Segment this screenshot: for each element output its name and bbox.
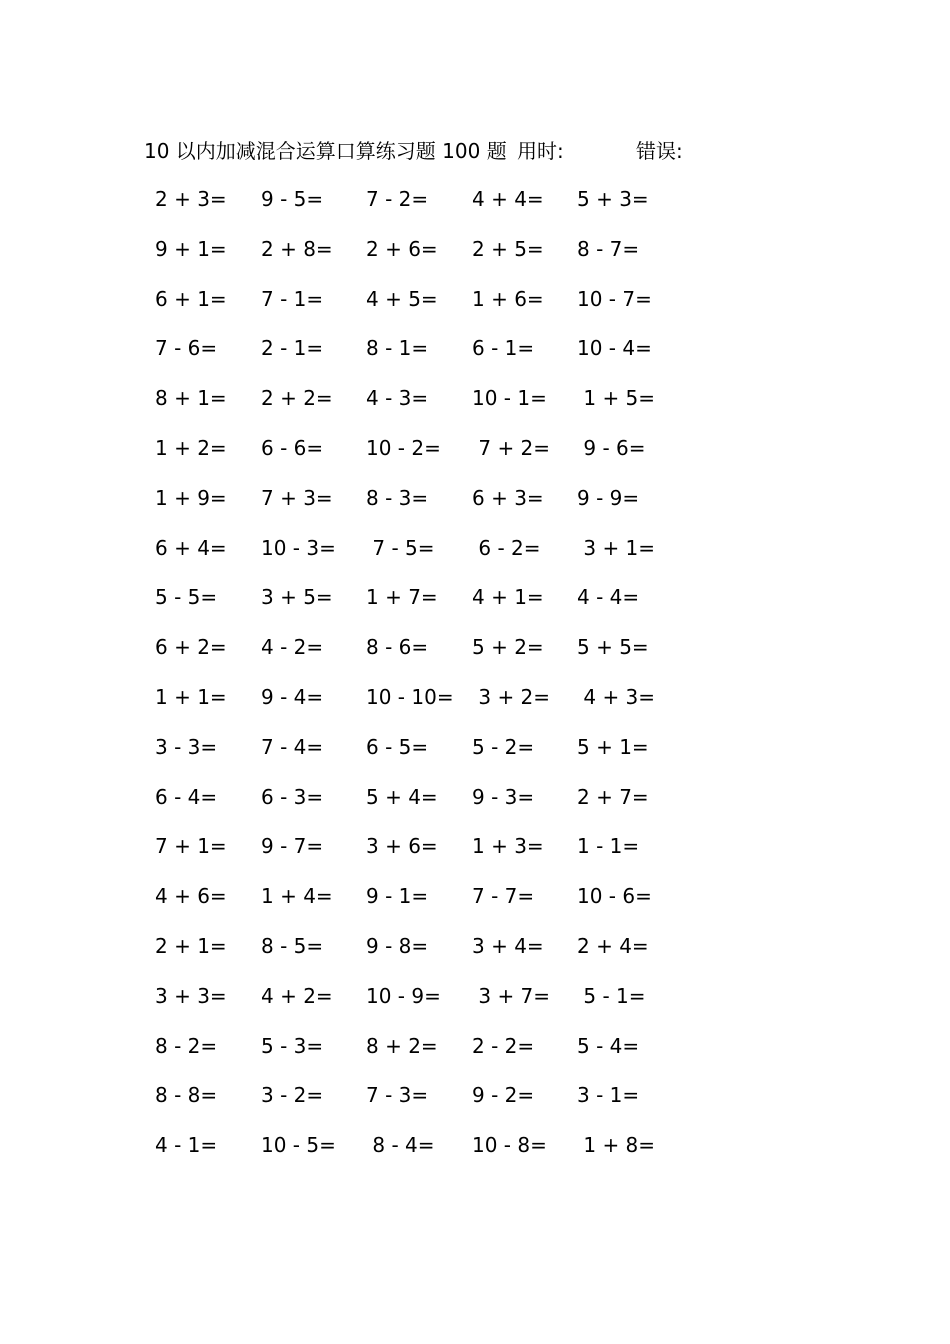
arithmetic-problem: 6 + 2= [155, 635, 227, 660]
arithmetic-problem: 9 - 2= [472, 1083, 535, 1108]
problem-row [0, 483, 950, 533]
worksheet-title: 10 以内加减混合运算口算练习题 100 题 [144, 139, 507, 163]
arithmetic-problem: 4 - 4= [577, 585, 640, 610]
arithmetic-problem: 5 + 5= [577, 635, 649, 660]
arithmetic-problem: 7 - 4= [261, 734, 324, 759]
arithmetic-problem: 3 + 6= [366, 834, 438, 859]
arithmetic-problem: 3 - 2= [261, 1083, 324, 1108]
arithmetic-problem: 6 - 5= [366, 734, 429, 759]
arithmetic-problem: 5 + 3= [577, 187, 649, 211]
problem-row [0, 881, 950, 931]
arithmetic-problem: 9 - 6= [577, 435, 646, 460]
arithmetic-problem: 3 + 5= [261, 585, 333, 610]
arithmetic-problem: 1 + 4= [261, 884, 333, 909]
arithmetic-problem: 4 + 5= [366, 286, 438, 311]
arithmetic-problem: 8 + 1= [155, 386, 227, 411]
arithmetic-problem: 1 + 8= [577, 1133, 656, 1158]
arithmetic-problem: 4 + 4= [472, 187, 544, 211]
arithmetic-problem: 10 - 4= [577, 336, 652, 361]
problem-row [0, 333, 950, 383]
arithmetic-problem: 2 + 7= [577, 784, 649, 809]
arithmetic-problem: 9 - 5= [261, 187, 324, 211]
arithmetic-problem: 10 - 6= [577, 884, 652, 909]
arithmetic-problem: 4 - 2= [261, 635, 324, 660]
arithmetic-problem: 5 + 4= [366, 784, 438, 809]
arithmetic-problem: 4 + 6= [155, 884, 227, 909]
arithmetic-problem: 8 - 1= [366, 336, 429, 361]
arithmetic-problem: 9 - 9= [577, 485, 640, 510]
arithmetic-problem: 6 + 4= [155, 535, 227, 560]
arithmetic-problem: 8 - 5= [261, 933, 324, 958]
arithmetic-problem: 9 - 3= [472, 784, 535, 809]
arithmetic-problem: 4 + 1= [472, 585, 544, 610]
arithmetic-problem: 10 - 2= [366, 435, 441, 460]
arithmetic-problem: 6 + 1= [155, 286, 227, 311]
arithmetic-problem: 5 + 2= [472, 635, 544, 660]
arithmetic-problem: 8 - 4= [366, 1133, 435, 1158]
arithmetic-problem: 1 + 1= [155, 684, 227, 709]
problem-row [0, 284, 950, 334]
arithmetic-problem: 8 - 6= [366, 635, 429, 660]
problem-row [0, 582, 950, 632]
problem-row [0, 732, 950, 782]
arithmetic-problem: 3 - 3= [155, 734, 218, 759]
worksheet-header [144, 136, 764, 166]
errors-label: 错误: [636, 139, 683, 163]
arithmetic-problem: 3 + 7= [472, 983, 551, 1008]
arithmetic-problem: 2 + 1= [155, 933, 227, 958]
arithmetic-problem: 7 - 3= [366, 1083, 429, 1108]
arithmetic-problem: 3 + 3= [155, 983, 227, 1008]
problem-row [0, 1080, 950, 1130]
arithmetic-problem: 10 - 8= [472, 1133, 547, 1158]
arithmetic-problem: 2 - 2= [472, 1033, 535, 1058]
problem-row [0, 1031, 950, 1081]
arithmetic-problem: 3 + 1= [577, 535, 656, 560]
arithmetic-problem: 7 + 3= [261, 485, 333, 510]
arithmetic-problem: 8 - 8= [155, 1083, 218, 1108]
arithmetic-problem: 7 - 7= [472, 884, 535, 909]
problem-row [0, 632, 950, 682]
arithmetic-problem: 7 - 1= [261, 286, 324, 311]
problem-row [0, 682, 950, 732]
arithmetic-problem: 1 - 1= [577, 834, 640, 859]
arithmetic-problem: 6 - 4= [155, 784, 218, 809]
problem-row [0, 782, 950, 832]
arithmetic-problem: 5 - 1= [577, 983, 646, 1008]
arithmetic-problem: 1 + 3= [472, 834, 544, 859]
arithmetic-problem: 1 + 6= [472, 286, 544, 311]
arithmetic-problem: 8 - 3= [366, 485, 429, 510]
time-used-label: 用时: [517, 139, 564, 163]
arithmetic-problem: 4 - 3= [366, 386, 429, 411]
arithmetic-problem: 7 + 1= [155, 834, 227, 859]
arithmetic-problem: 9 - 1= [366, 884, 429, 909]
arithmetic-problem: 9 + 1= [155, 236, 227, 261]
arithmetic-problem: 3 + 4= [472, 933, 544, 958]
arithmetic-problem: 9 - 4= [261, 684, 324, 709]
arithmetic-problem: 7 - 2= [366, 187, 429, 211]
problem-row [0, 831, 950, 881]
arithmetic-problem: 1 + 5= [577, 386, 656, 411]
arithmetic-problem: 7 - 6= [155, 336, 218, 361]
arithmetic-problem: 7 - 5= [366, 535, 435, 560]
arithmetic-problem: 10 - 5= [261, 1133, 336, 1158]
arithmetic-problem: 5 - 5= [155, 585, 218, 610]
arithmetic-problem: 2 - 1= [261, 336, 324, 361]
arithmetic-problem: 2 + 4= [577, 933, 649, 958]
arithmetic-problem: 4 + 2= [261, 983, 333, 1008]
problem-row [0, 433, 950, 483]
arithmetic-problem: 2 + 5= [472, 236, 544, 261]
problem-row [0, 1130, 950, 1180]
problem-row [0, 533, 950, 583]
problem-grid [0, 184, 950, 1180]
arithmetic-problem: 5 + 1= [577, 734, 649, 759]
arithmetic-problem: 6 - 6= [261, 435, 324, 460]
arithmetic-problem: 6 - 3= [261, 784, 324, 809]
arithmetic-problem: 6 - 1= [472, 336, 535, 361]
arithmetic-problem: 8 - 2= [155, 1033, 218, 1058]
arithmetic-problem: 4 + 3= [577, 684, 656, 709]
problem-row [0, 981, 950, 1031]
arithmetic-problem: 3 - 1= [577, 1083, 640, 1108]
arithmetic-problem: 10 - 10= [366, 684, 454, 709]
problem-row [0, 931, 950, 981]
arithmetic-problem: 10 - 7= [577, 286, 652, 311]
arithmetic-problem: 2 + 2= [261, 386, 333, 411]
arithmetic-problem: 1 + 9= [155, 485, 227, 510]
arithmetic-problem: 9 - 8= [366, 933, 429, 958]
arithmetic-problem: 3 + 2= [472, 684, 551, 709]
arithmetic-problem: 8 - 7= [577, 236, 640, 261]
arithmetic-problem: 5 - 2= [472, 734, 535, 759]
arithmetic-problem: 7 + 2= [472, 435, 551, 460]
arithmetic-problem: 10 - 1= [472, 386, 547, 411]
arithmetic-problem: 1 + 7= [366, 585, 438, 610]
arithmetic-problem: 1 + 2= [155, 435, 227, 460]
arithmetic-problem: 5 - 4= [577, 1033, 640, 1058]
arithmetic-problem: 10 - 9= [366, 983, 441, 1008]
problem-row [0, 184, 950, 234]
arithmetic-problem: 2 + 6= [366, 236, 438, 261]
arithmetic-problem: 10 - 3= [261, 535, 336, 560]
arithmetic-problem: 9 - 7= [261, 834, 324, 859]
problem-row [0, 383, 950, 433]
arithmetic-problem: 6 - 2= [472, 535, 541, 560]
arithmetic-problem: 2 + 3= [155, 187, 227, 211]
arithmetic-problem: 4 - 1= [155, 1133, 218, 1158]
arithmetic-problem: 2 + 8= [261, 236, 333, 261]
arithmetic-problem: 5 - 3= [261, 1033, 324, 1058]
arithmetic-problem: 6 + 3= [472, 485, 544, 510]
arithmetic-problem: 8 + 2= [366, 1033, 438, 1058]
problem-row [0, 234, 950, 284]
